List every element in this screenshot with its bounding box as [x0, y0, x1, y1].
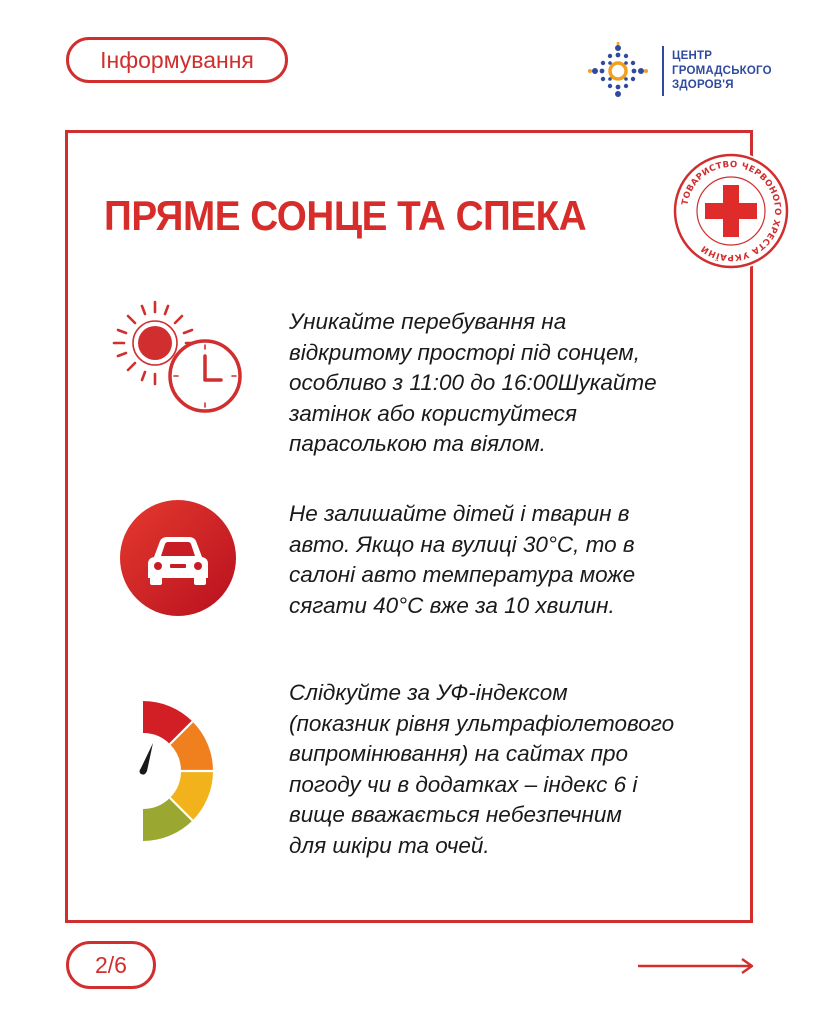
tip-car-line: сягати 40°C вже за 10 хвилин. — [289, 592, 615, 618]
tip-car-line: салоні авто температура може — [289, 562, 636, 587]
tip-car-line: Не залишайте дітей і тварин в — [289, 501, 630, 526]
category-label: Інформування — [100, 46, 254, 73]
tip-sun-line: затінок або користуйтеся — [289, 400, 577, 426]
logo-divider — [662, 46, 664, 96]
page-title: ПРЯМЕ СОНЦЕ ТА СПЕКА — [104, 192, 587, 239]
tip-uv-line: Слідкуйте за УФ-індексом — [289, 680, 568, 705]
tip-uv-line: випромінювання) на сайтах про — [289, 741, 629, 766]
seal-text: ТОВАРИСТВО ЧЕРВОНОГО ХРЕСТА УКРАЇНИ — [680, 159, 783, 263]
tip-sun-text — [289, 307, 719, 460]
logo-line-3: ЗДОРОВ'Я — [672, 79, 734, 91]
public-health-center-logo — [586, 42, 776, 100]
logo-line-2: ГРОМАДСЬКОГО — [672, 64, 772, 77]
tip-uv-line: (показник рівня ультрафіолетового — [289, 710, 675, 736]
car-icon — [120, 500, 236, 616]
page-indicator-label: 2/6 — [95, 951, 127, 978]
category-badge — [66, 37, 288, 83]
tip-uv-line: погоду чи в додатках – індекс 6 і — [289, 771, 638, 797]
logo-line-1: ЦЕНТР — [672, 50, 713, 62]
logo-text — [672, 49, 772, 93]
arrow-right-icon[interactable] — [638, 956, 756, 976]
red-cross-icon — [672, 152, 790, 270]
red-cross-seal — [672, 152, 790, 270]
tip-sun-line: відкритому просторі під сонцем, — [289, 339, 640, 365]
sun-clock-icon — [108, 298, 248, 422]
uv-gauge-icon — [125, 696, 225, 846]
tip-sun-line: особливо з 11:00 до 16:00Шукайте — [289, 370, 657, 395]
tip-sun-line: Уникайте перебування на — [289, 309, 567, 334]
tip-uv-line: вище вважається небезпечним — [289, 802, 622, 827]
tip-uv-text — [289, 678, 719, 861]
tip-uv-line: для шкіри та очей. — [289, 832, 490, 858]
tip-sun-line: парасолькою та віялом. — [289, 431, 546, 456]
logo-dots-icon — [586, 42, 650, 100]
tip-car-text — [289, 499, 719, 621]
page-indicator — [66, 941, 156, 989]
tip-car-line: авто. Якщо на вулиці 30°C, то в — [289, 531, 635, 557]
